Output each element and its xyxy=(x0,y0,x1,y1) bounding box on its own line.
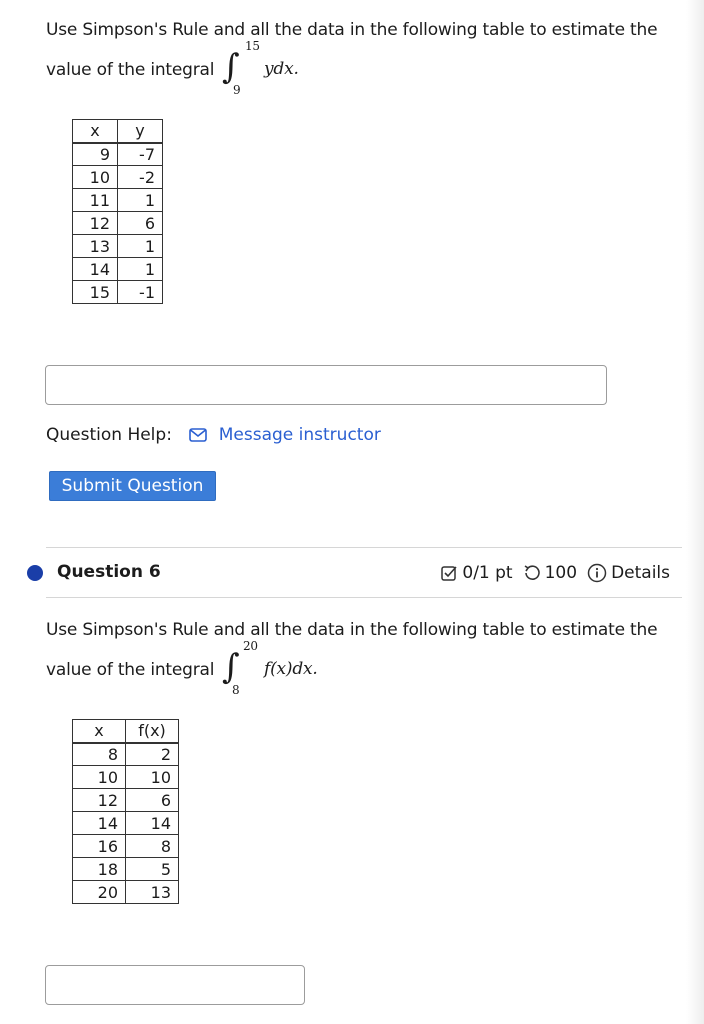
question-status-dot xyxy=(27,565,43,581)
message-instructor-link[interactable]: Message instructor xyxy=(218,425,381,445)
table-row xyxy=(73,858,179,881)
table-cell: 16 xyxy=(73,835,126,858)
question-help-label: Question Help: xyxy=(46,425,172,445)
table-cell: 2 xyxy=(126,743,179,766)
table-cell: 13 xyxy=(73,235,118,258)
question5-data-table xyxy=(72,119,163,304)
table-cell: -1 xyxy=(118,281,163,304)
table-cell: 13 xyxy=(126,881,179,904)
score-text: 0/1 pt xyxy=(462,563,513,583)
attempts xyxy=(523,563,577,583)
table-cell: 14 xyxy=(126,812,179,835)
table-row xyxy=(73,835,179,858)
table-cell: 6 xyxy=(118,212,163,235)
integral-integrand: f(x)dx. xyxy=(264,659,318,679)
question6-prompt-line1: Use Simpson's Rule and all the data in the following table to estimate the xyxy=(46,620,658,640)
table-cell: 14 xyxy=(73,258,118,281)
question6-answer-input[interactable] xyxy=(45,965,305,1005)
table-cell: -2 xyxy=(118,166,163,189)
table-cell: 11 xyxy=(73,189,118,212)
question5-prompt-line1: Use Simpson's Rule and all the data in the following table to estimate the xyxy=(46,20,658,40)
table-cell: 18 xyxy=(73,858,126,881)
divider xyxy=(46,547,682,548)
details-link[interactable] xyxy=(587,563,670,583)
table-header-fx: f(x) xyxy=(126,720,179,743)
question5-prompt-line2: value of the integral xyxy=(46,60,215,80)
table-cell: 14 xyxy=(73,812,126,835)
checkbox-score-icon xyxy=(440,564,458,582)
table-row xyxy=(73,189,163,212)
integral-upper-limit: 20 xyxy=(243,639,258,653)
question6-title: Question 6 xyxy=(57,562,161,582)
integral-integrand: ydx. xyxy=(264,59,299,79)
table-row xyxy=(73,235,163,258)
table-cell: 12 xyxy=(73,789,126,812)
question5-answer-input[interactable] xyxy=(45,365,607,405)
table-row xyxy=(73,789,179,812)
table-header-y: y xyxy=(118,120,163,143)
table-cell: 1 xyxy=(118,258,163,281)
score xyxy=(440,563,512,583)
table-cell: 1 xyxy=(118,235,163,258)
question6-meta xyxy=(430,563,670,583)
table-header-x: x xyxy=(73,720,126,743)
table-cell: 9 xyxy=(73,143,118,166)
table-cell: 5 xyxy=(126,858,179,881)
submit-question-button[interactable]: Submit Question xyxy=(49,471,216,501)
table-cell: -7 xyxy=(118,143,163,166)
table-cell: 10 xyxy=(73,166,118,189)
integral-lower-limit: 9 xyxy=(233,83,241,97)
table-cell: 1 xyxy=(118,189,163,212)
envelope-icon xyxy=(189,428,207,442)
question6-prompt xyxy=(46,620,666,697)
question6-data-table xyxy=(72,719,179,904)
page-scrollbar-edge xyxy=(686,0,704,1024)
table-cell: 10 xyxy=(73,766,126,789)
table-row xyxy=(73,281,163,304)
table-row xyxy=(73,143,163,166)
info-icon xyxy=(587,563,607,583)
integral-upper-limit: 15 xyxy=(245,39,260,53)
table-cell: 10 xyxy=(126,766,179,789)
table-row xyxy=(73,212,163,235)
table-row xyxy=(73,766,179,789)
table-row xyxy=(73,881,179,904)
table-row xyxy=(73,258,163,281)
table-row xyxy=(73,166,163,189)
question6-prompt-line2: value of the integral xyxy=(46,660,215,680)
divider xyxy=(46,597,682,598)
table-cell: 12 xyxy=(73,212,118,235)
table-header-x: x xyxy=(73,120,118,143)
integral-sign-icon: ∫ xyxy=(222,47,240,87)
table-row xyxy=(73,812,179,835)
attempts-text: 100 xyxy=(544,563,578,583)
table-cell: 20 xyxy=(73,881,126,904)
integral-lower-limit: 8 xyxy=(232,683,240,697)
table-cell: 8 xyxy=(73,743,126,766)
retry-icon xyxy=(523,564,541,582)
details-label: Details xyxy=(611,563,670,583)
question-help xyxy=(46,425,381,445)
table-cell: 8 xyxy=(126,835,179,858)
question5-prompt xyxy=(46,20,666,97)
table-cell: 6 xyxy=(126,789,179,812)
table-cell: 15 xyxy=(73,281,118,304)
integral-sign-icon: ∫ xyxy=(222,647,240,687)
table-row xyxy=(73,743,179,766)
